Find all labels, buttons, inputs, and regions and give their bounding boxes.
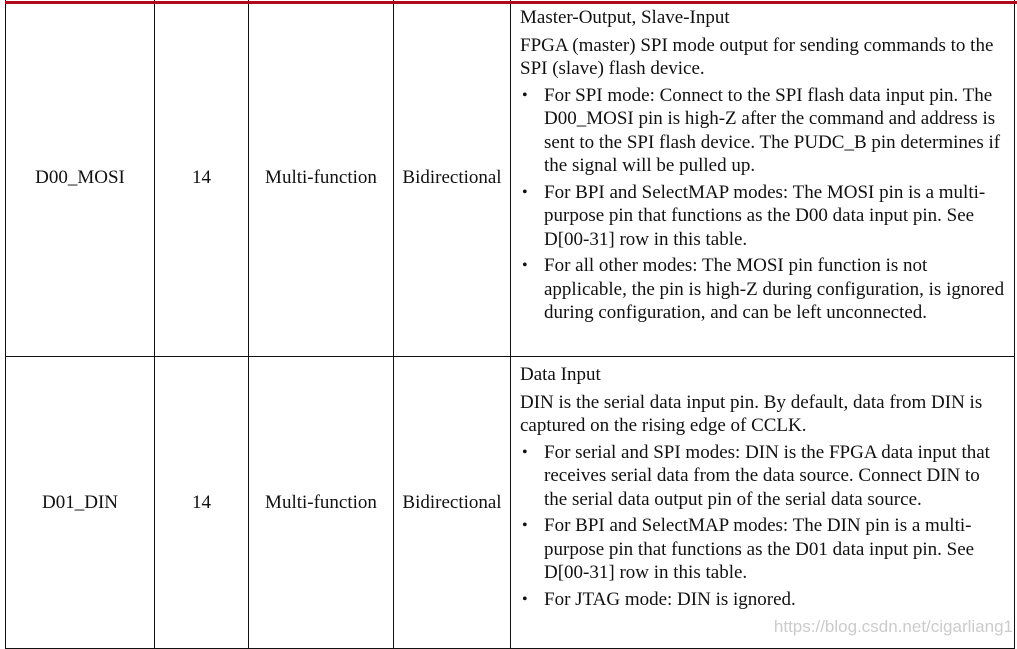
bullet-text: For JTAG mode: DIN is ignored. [544,588,796,610]
bullet-text: For all other modes: The MOSI pin function is not applicable, the pin is high-Z during configuration, is ignored during configuration, and can be left unconnected. [544,255,1005,323]
direction-cell: Bidirectional [394,0,511,357]
bullet-icon: • [522,517,528,534]
list-item [520,84,1006,178]
bullet-text: For serial and SPI modes: DIN is the FPGA data input that receives serial data from the data source. Connect DIN to the serial data output pin of the serial data source. [544,441,990,510]
pin-name-cell: D00_MOSI [6,0,155,357]
bullet-text: For BPI and SelectMAP modes: The MOSI pin is a multi-purpose pin that functions as the D00 data input pin. See D[00-31] row in this table. [544,181,986,250]
description-paragraph: DIN is the serial data input pin. By default, data from DIN is captured on the rising edge of CCLK. [520,391,983,436]
table-row [6,357,1015,649]
table-row [6,0,1015,357]
list-item [520,441,1006,512]
description-bullet-list [520,441,1006,612]
pin-description-table [5,0,1015,649]
list-item [520,181,1006,252]
bullet-text: For BPI and SelectMAP modes: The DIN pin is a multi-purpose pin that functions as the D01 data input pin. See D[00-31] row in this table. [544,515,975,583]
description-title: Data Input [520,364,601,385]
description-paragraph: FPGA (master) SPI mode output for sending commands to the SPI (slave) flash device. [520,34,994,79]
bullet-icon: • [522,257,528,274]
table-top-rule [5,1,1017,4]
description-title: Master-Output, Slave-Input [520,7,730,28]
bullet-icon: • [522,183,528,201]
bank-cell: 14 [155,0,249,357]
list-item [520,514,1006,585]
type-cell: Multi-function [249,357,394,649]
description-cell [511,357,1015,649]
pin-description-table-container [5,0,1015,649]
direction-cell: Bidirectional [394,357,511,649]
list-item [520,254,1006,325]
bank-cell: 14 [155,357,249,649]
list-item [520,588,1006,612]
bullet-icon: • [522,443,528,461]
description-bullet-list [520,84,1006,325]
watermark-text: https://blog.csdn.net/cigarliang1 [773,617,1013,636]
bullet-icon: • [522,590,528,608]
bullet-text: For SPI mode: Connect to the SPI flash data input pin. The D00_MOSI pin is high-Z after the command and address is sent to the SPI flash device. The PUDC_B pin determines if the signal will be pulled up. [544,84,1001,176]
type-cell: Multi-function [249,0,394,357]
pin-name-cell: D01_DIN [6,357,155,649]
description-cell [511,0,1015,357]
bullet-icon: • [522,86,528,104]
